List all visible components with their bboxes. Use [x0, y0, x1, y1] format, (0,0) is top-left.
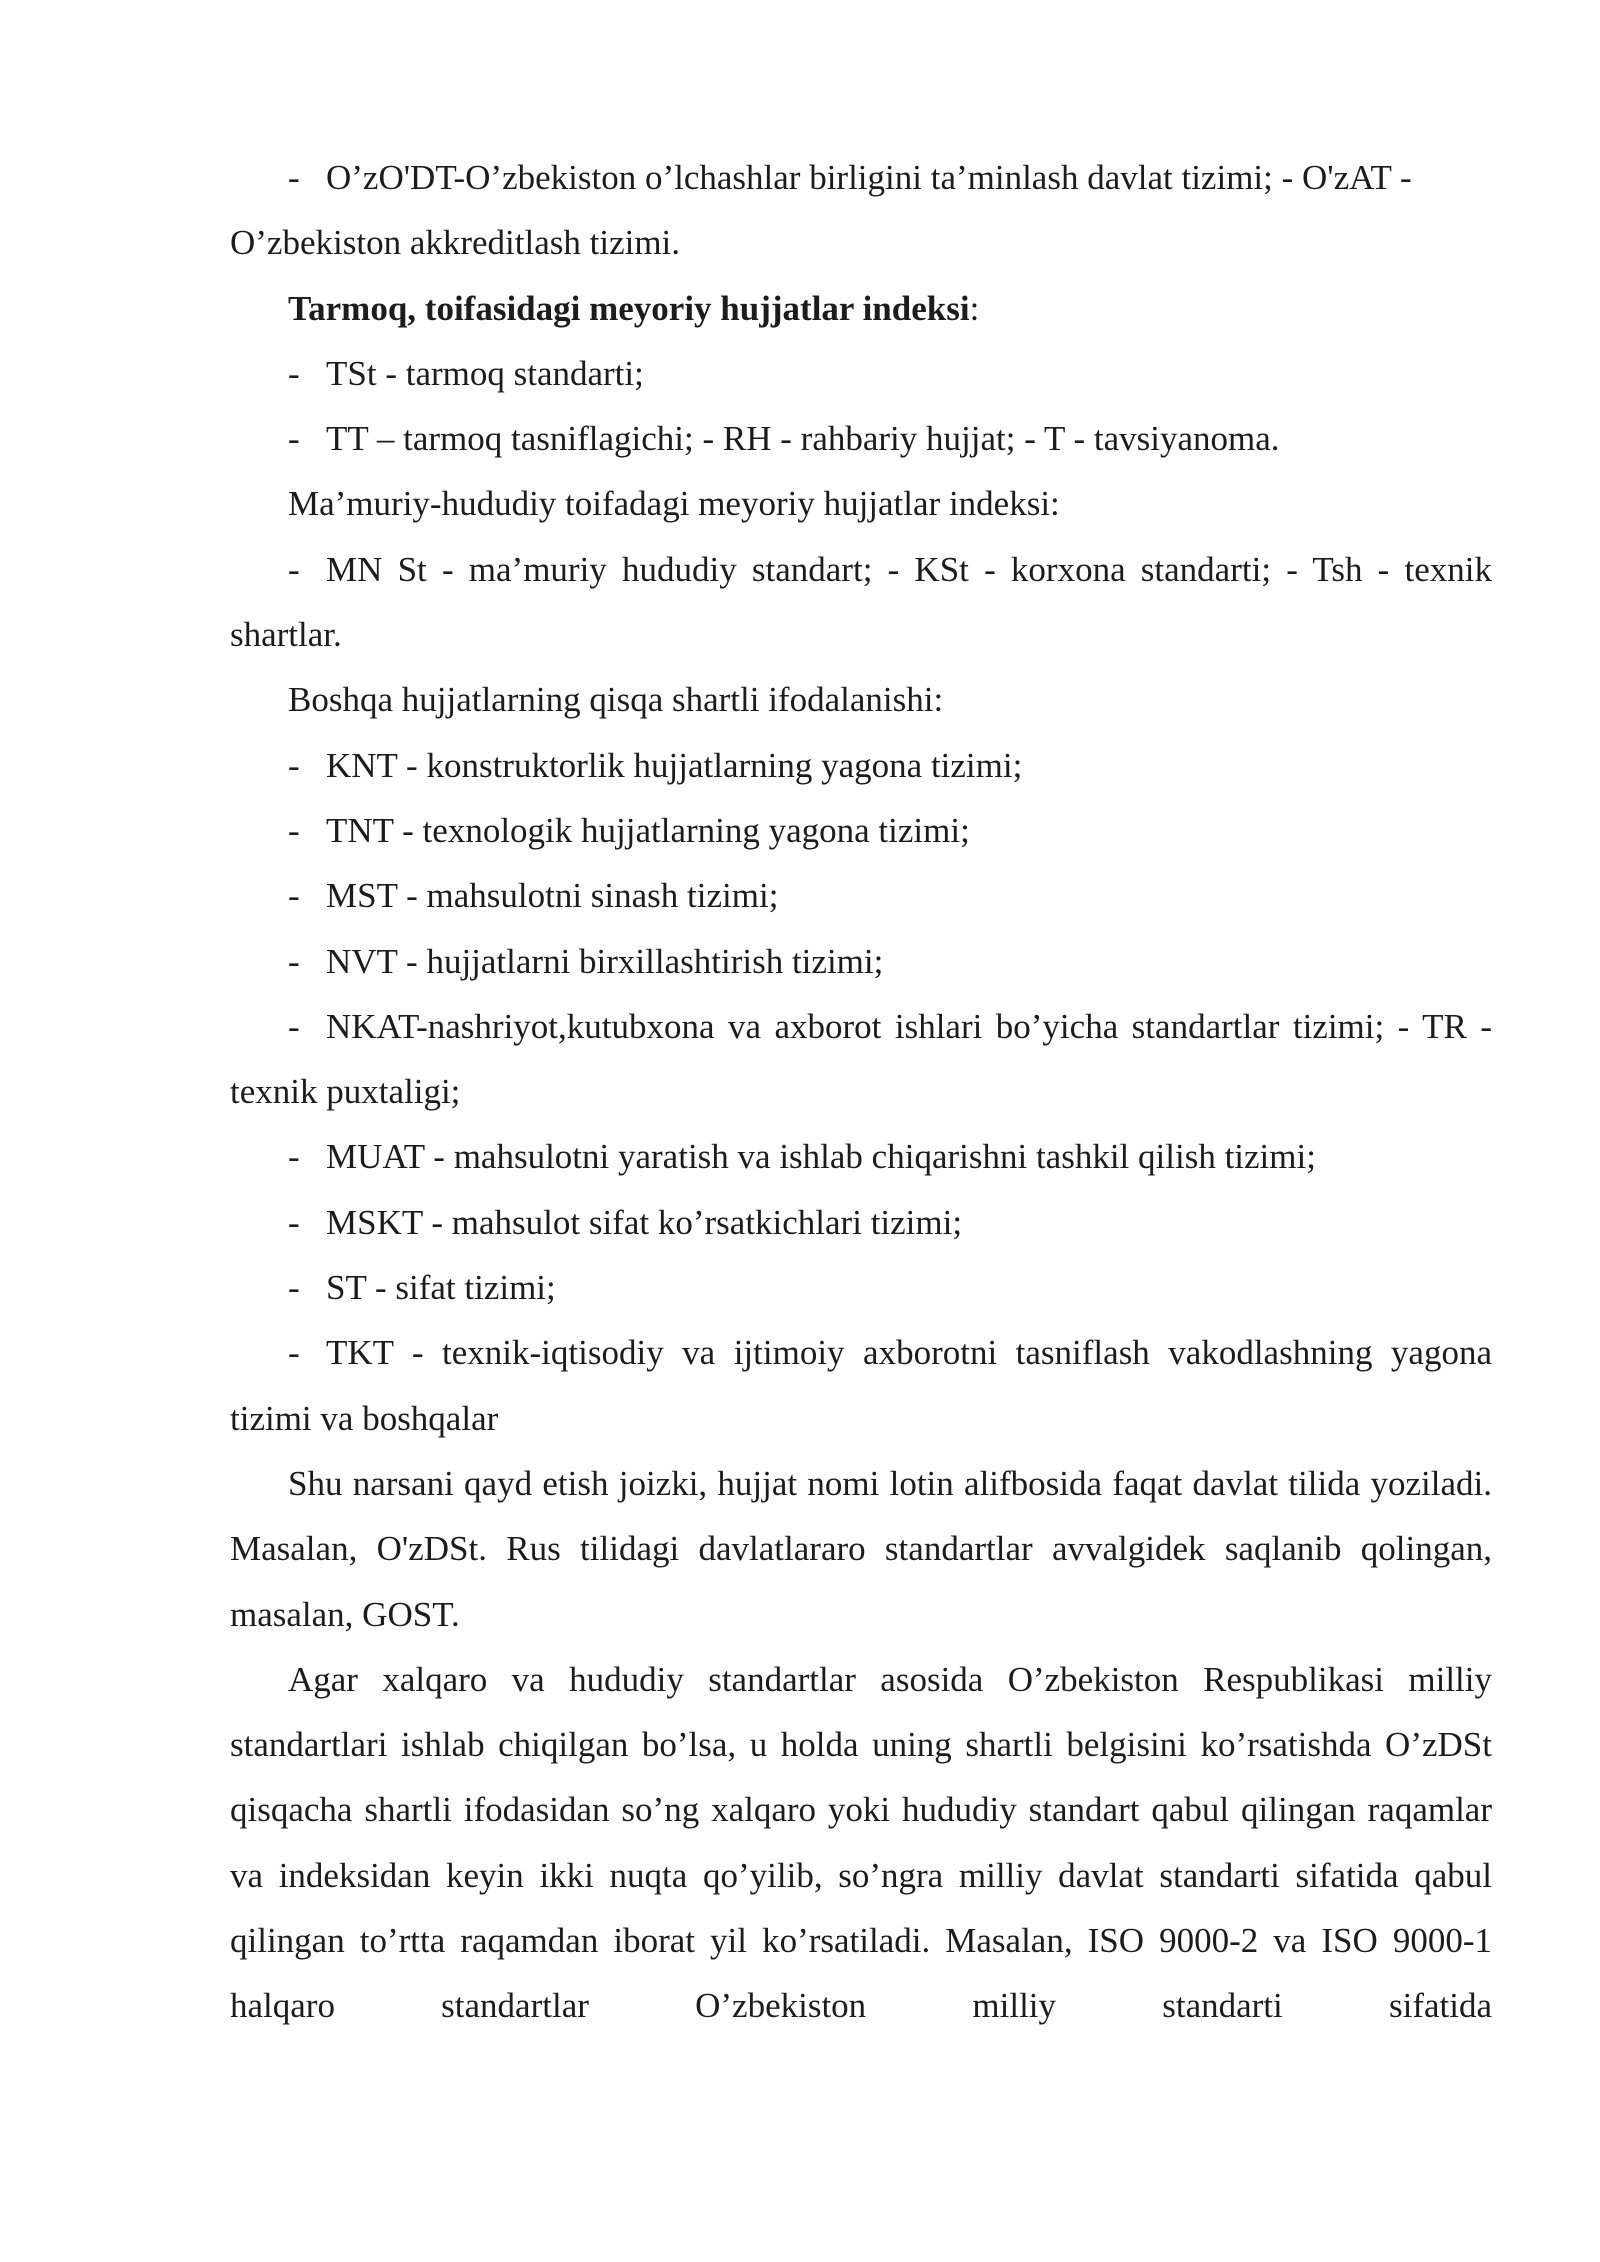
list-dash: -: [288, 876, 300, 916]
boshqa-heading: Boshqa hujjatlarning qisqa shartli ifodalanishi:: [288, 680, 944, 720]
list-dash: -: [288, 1137, 300, 1177]
list-dash: -: [288, 941, 300, 981]
document-page: [230, 145, 1492, 2039]
list-item-st: [230, 1255, 1492, 1320]
paragraph-agar: Agar xalqaro va hududiy standartlar asosida O’zbekiston Respublikasi milliy standartlari ishlab chiqilgan bo’lsa, u holda uning shartli belgisini ko’rsatishda O’zDSt qisqacha shartli ifodasidan so’ng xalqaro yoki hududiy standart qabul qilingan raqamlar va indeksidan keyin ikki nuqta qo’yilib, so’ngra milliy davlat standarti sifatida qabul qilingan to’rtta raqamdan iborat yil ko’rsatiladi. Masalan, ISO 9000-2 va ISO 9000-1 halqaro standartlar O’zbekiston milliy standarti sifatida: [230, 1659, 1492, 2026]
list-item-text: ST - sifat tizimi;: [326, 1268, 556, 1308]
tarmoq-heading-text: Tarmoq, toifasidagi meyoriy hujjatlar indeksi: [288, 288, 970, 328]
list-item-text: MST - mahsulotni sinash tizimi;: [326, 876, 779, 916]
list-item-mst: [230, 863, 1492, 928]
list-item-nkat: [230, 994, 1492, 1125]
list-item-text: MSKT - mahsulot sifat ko’rsatkichlari tizimi;: [326, 1202, 963, 1242]
list-item-text: MUAT - mahsulotni yaratish va ishlab chiqarishni tashkil qilish tizimi;: [326, 1137, 1316, 1177]
list-item-tnt: [230, 798, 1492, 863]
list-item-muat: [230, 1124, 1492, 1189]
list-dash: -: [288, 1006, 300, 1046]
list-dash: -: [288, 745, 300, 785]
ozodt-line: O’zO'DT-O’zbekiston o’lchashlar birligini ta’minlash davlat tizimi; - O'zAT -: [326, 158, 1412, 197]
tarmoq-heading-colon: :: [969, 288, 980, 328]
list-item-text: TSt - tarmoq standarti;: [326, 353, 644, 393]
list-item-text: TKT - texnik-iqtisodiy va ijtimoiy axborotni tasniflash vakodlashning yagona tizimi va boshqalar: [230, 1333, 1492, 1438]
list-dash: -: [288, 419, 300, 459]
list-item-nvt: [230, 929, 1492, 994]
list-item-text: NKAT-nashriyot,kutubxona va axborot ishlari bo’yicha standartlar tizimi; - TR - texnik puxtaligi;: [230, 1006, 1492, 1112]
list-dash: -: [288, 810, 300, 850]
list-dash: -: [288, 1202, 300, 1242]
list-item-tst: [230, 341, 1492, 406]
mamuriy-heading: Ma’muriy-hududiy toifadagi meyoriy hujjatlar indeksi:: [288, 484, 1060, 524]
list-item-mn: [230, 537, 1492, 668]
list-item-mskt: [230, 1190, 1492, 1255]
list-dash: -: [288, 353, 300, 393]
list-dash: -: [288, 549, 300, 589]
list-item-text: TNT - texnologik hujjatlarning yagona tizimi;: [326, 810, 970, 850]
list-dash: -: [288, 1333, 300, 1373]
ozodt-continuation: O’zbekiston akkreditlash tizimi.: [230, 223, 681, 263]
list-item-text: TT – tarmoq tasniflagichi; - RH - rahbariy hujjat; - T - tavsiyanoma.: [326, 419, 1280, 459]
list-item-tkt: [230, 1320, 1492, 1451]
paragraph-shu: Shu narsani qayd etish joizki, hujjat nomi lotin alifbosida faqat davlat tilida yoziladi. Masalan, O'zDSt. Rus tilidagi davlatlararo standartlar avvalgidek saqlanib qolingan, masalan, GOST.: [230, 1463, 1492, 1634]
list-item-text: MN St - ma’muriy hududiy standart; - KSt - korxona standarti; - Tsh - texnik shartlar.: [230, 549, 1492, 655]
list-item-tt: [230, 406, 1492, 471]
list-dash: -: [288, 1268, 300, 1308]
list-item-text: NVT - hujjatlarni birxillashtirish tizimi;: [326, 941, 884, 981]
paragraph-ozodt: [230, 145, 1492, 276]
list-dash: -: [288, 158, 300, 197]
list-item-text: KNT - konstruktorlik hujjatlarning yagona tizimi;: [326, 745, 1023, 785]
list-item-knt: [230, 733, 1492, 798]
tarmoq-heading: [230, 276, 1492, 341]
